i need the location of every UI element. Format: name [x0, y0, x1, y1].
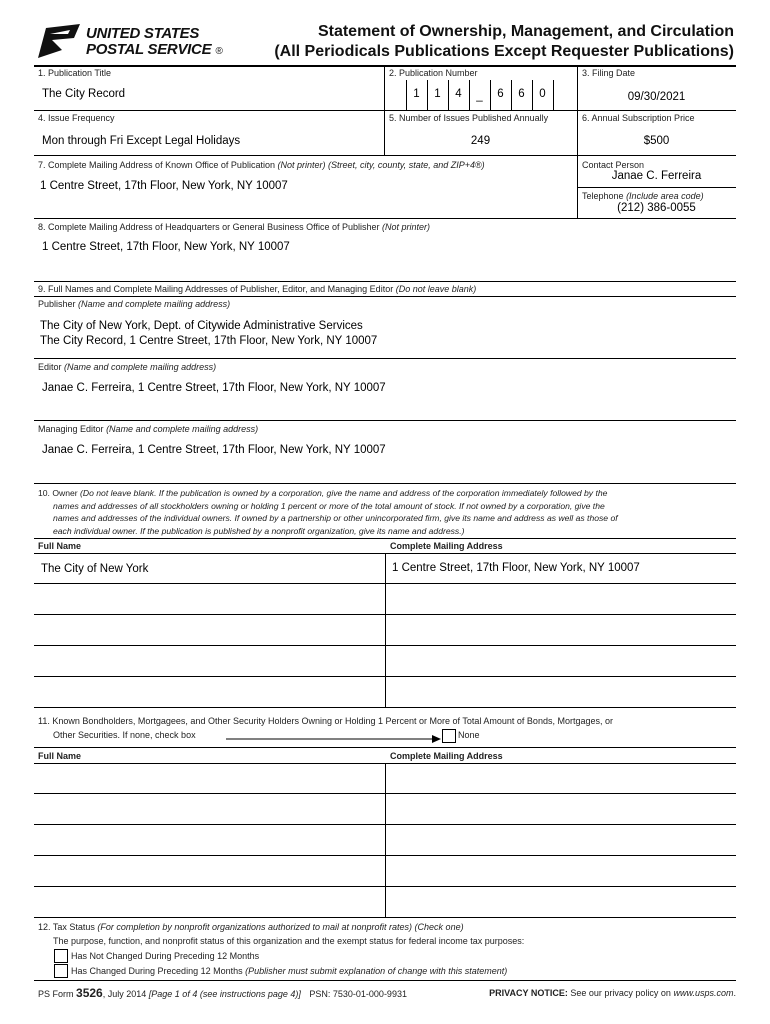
owner-row-address: 1 Centre Street, 17th Floor, New York, NY 10007: [392, 562, 640, 574]
pub-digit-5: 6: [518, 88, 525, 100]
bondholders-none-text: Other Securities. If none, check box: [53, 730, 196, 740]
owner-row-name: The City of New York: [41, 563, 149, 575]
logo-line-2: POSTAL SERVICE: [86, 41, 212, 58]
bondholders-label: 11. Known Bondholders, Mortgagees, and Other Security Holders Owning or Holding 1 Percent or More of Total Amount of Bonds, Mortgages, or: [38, 716, 613, 726]
tax-status-label: 12. Tax Status (For completion by nonprofit organizations authorized to mail at nonprofit rates) (Check one): [38, 922, 464, 932]
pub-digit-separator: _: [476, 90, 483, 102]
publication-title-label: 1. Publication Title: [38, 68, 112, 78]
form-subtitle: (All Periodicals Publications Except Requester Publications): [274, 43, 734, 60]
contact-person-value: Janae C. Ferreira: [611, 170, 702, 182]
bondholder-name-header: Full Name: [38, 751, 82, 761]
none-checkbox[interactable]: [442, 729, 456, 743]
office-address-label: 7. Complete Mailing Address of Known Office of Publication (Not printer) (Street, city, county, state, and ZIP+4®): [38, 160, 485, 170]
editor-label: Editor (Name and complete mailing address): [38, 362, 217, 372]
filing-date-label: 3. Filing Date: [582, 68, 636, 78]
pub-digit-1: 1: [413, 88, 420, 100]
usps-logo: [38, 24, 80, 58]
privacy-link[interactable]: www.usps.com: [673, 988, 734, 998]
form-title: Statement of Ownership, Management, and Circulation: [317, 23, 734, 40]
subscription-price-value: $500: [643, 135, 670, 147]
tax-changed-label: Has Changed During Preceding 12 Months (Publisher must submit explanation of change with this statement): [71, 966, 508, 976]
headquarters-address-value: 1 Centre Street, 17th Floor, New York, NY 10007: [42, 241, 290, 253]
footer-privacy-notice: PRIVACY NOTICE: See our privacy policy on www.usps.com.: [489, 988, 736, 998]
publisher-value-line-1: The City of New York, Dept. of Citywide Administrative Services: [40, 320, 363, 332]
managing-editor-label: Managing Editor (Name and complete mailing address): [38, 424, 259, 434]
office-address-value: 1 Centre Street, 17th Floor, New York, NY 10007: [40, 180, 288, 192]
editor-value: Janae C. Ferreira, 1 Centre Street, 17th Floor, New York, NY 10007: [42, 382, 386, 394]
publisher-label: Publisher (Name and complete mailing address): [38, 299, 231, 309]
logo-line-1: UNITED STATES: [86, 25, 200, 42]
publication-title-value: The City Record: [42, 88, 126, 100]
publisher-value-line-2: The City Record, 1 Centre Street, 17th Floor, New York, NY 10007: [40, 335, 378, 347]
tax-not-changed-checkbox[interactable]: [54, 949, 68, 963]
filing-date-value: 09/30/2021: [627, 91, 686, 103]
headquarters-address-label: 8. Complete Mailing Address of Headquarters or General Business Office of Publisher (Not printer): [38, 222, 431, 232]
issue-frequency-value: Mon through Fri Except Legal Holidays: [42, 135, 241, 147]
issues-annually-label: 5. Number of Issues Published Annually: [389, 113, 549, 123]
owner-table: [34, 553, 736, 707]
telephone-label: Telephone (Include area code): [582, 191, 704, 201]
telephone-value: (212) 386-0055: [617, 202, 696, 214]
managing-editor-value: Janae C. Ferreira, 1 Centre Street, 17th Floor, New York, NY 10007: [42, 444, 386, 456]
tax-changed-checkbox[interactable]: [54, 964, 68, 978]
subscription-price-label: 6. Annual Subscription Price: [582, 113, 695, 123]
publication-number: [406, 80, 576, 110]
contact-person-label: Contact Person: [582, 160, 645, 170]
tax-not-changed-label: Has Not Changed During Preceding 12 Months: [71, 951, 260, 961]
owner-name-header: Full Name: [38, 541, 82, 551]
publisher-editor-label: 9. Full Names and Complete Mailing Addresses of Publisher, Editor, and Managing Editor (Do not leave blank): [38, 284, 477, 294]
issue-frequency-label: 4. Issue Frequency: [38, 113, 115, 123]
pub-digit-4: 6: [497, 88, 504, 100]
bondholders-table: [34, 763, 736, 917]
logo-registered-mark: ®: [215, 46, 223, 57]
issues-annually-value: 249: [470, 135, 491, 147]
pub-digit-3: 4: [455, 88, 462, 100]
eagle-icon: [38, 24, 80, 58]
owner-instructions: 10. Owner (Do not leave blank. If the publication is owned by a corporation, give the name and address of the corporation immediately followed by the names and addresses of all stockholders owning or holding 1 percent or more of the total amount of stock. If not owned by a corporation, give the names and addresses of the individual owners. If owned by a partnership or other unincorporated firm, give its name and address as well as those of each individual owner. If the publication is published by a nonprofit organization, give its name and address.): [38, 488, 618, 536]
owner-address-header: Complete Mailing Address: [390, 541, 503, 551]
pub-digit-6: 0: [539, 88, 546, 100]
tax-status-purpose: The purpose, function, and nonprofit status of this organization and the exempt status for federal income tax purposes:: [53, 936, 525, 946]
bondholder-address-header: Complete Mailing Address: [390, 751, 503, 761]
none-checkbox-label: None: [458, 730, 480, 740]
footer-form-id: PS Form 3526, July 2014 [Page 1 of 4 (see instructions page 4)] PSN: 7530-01-000-9931: [38, 986, 407, 1000]
publication-number-label: 2. Publication Number: [389, 68, 478, 78]
pub-digit-2: 1: [434, 88, 441, 100]
